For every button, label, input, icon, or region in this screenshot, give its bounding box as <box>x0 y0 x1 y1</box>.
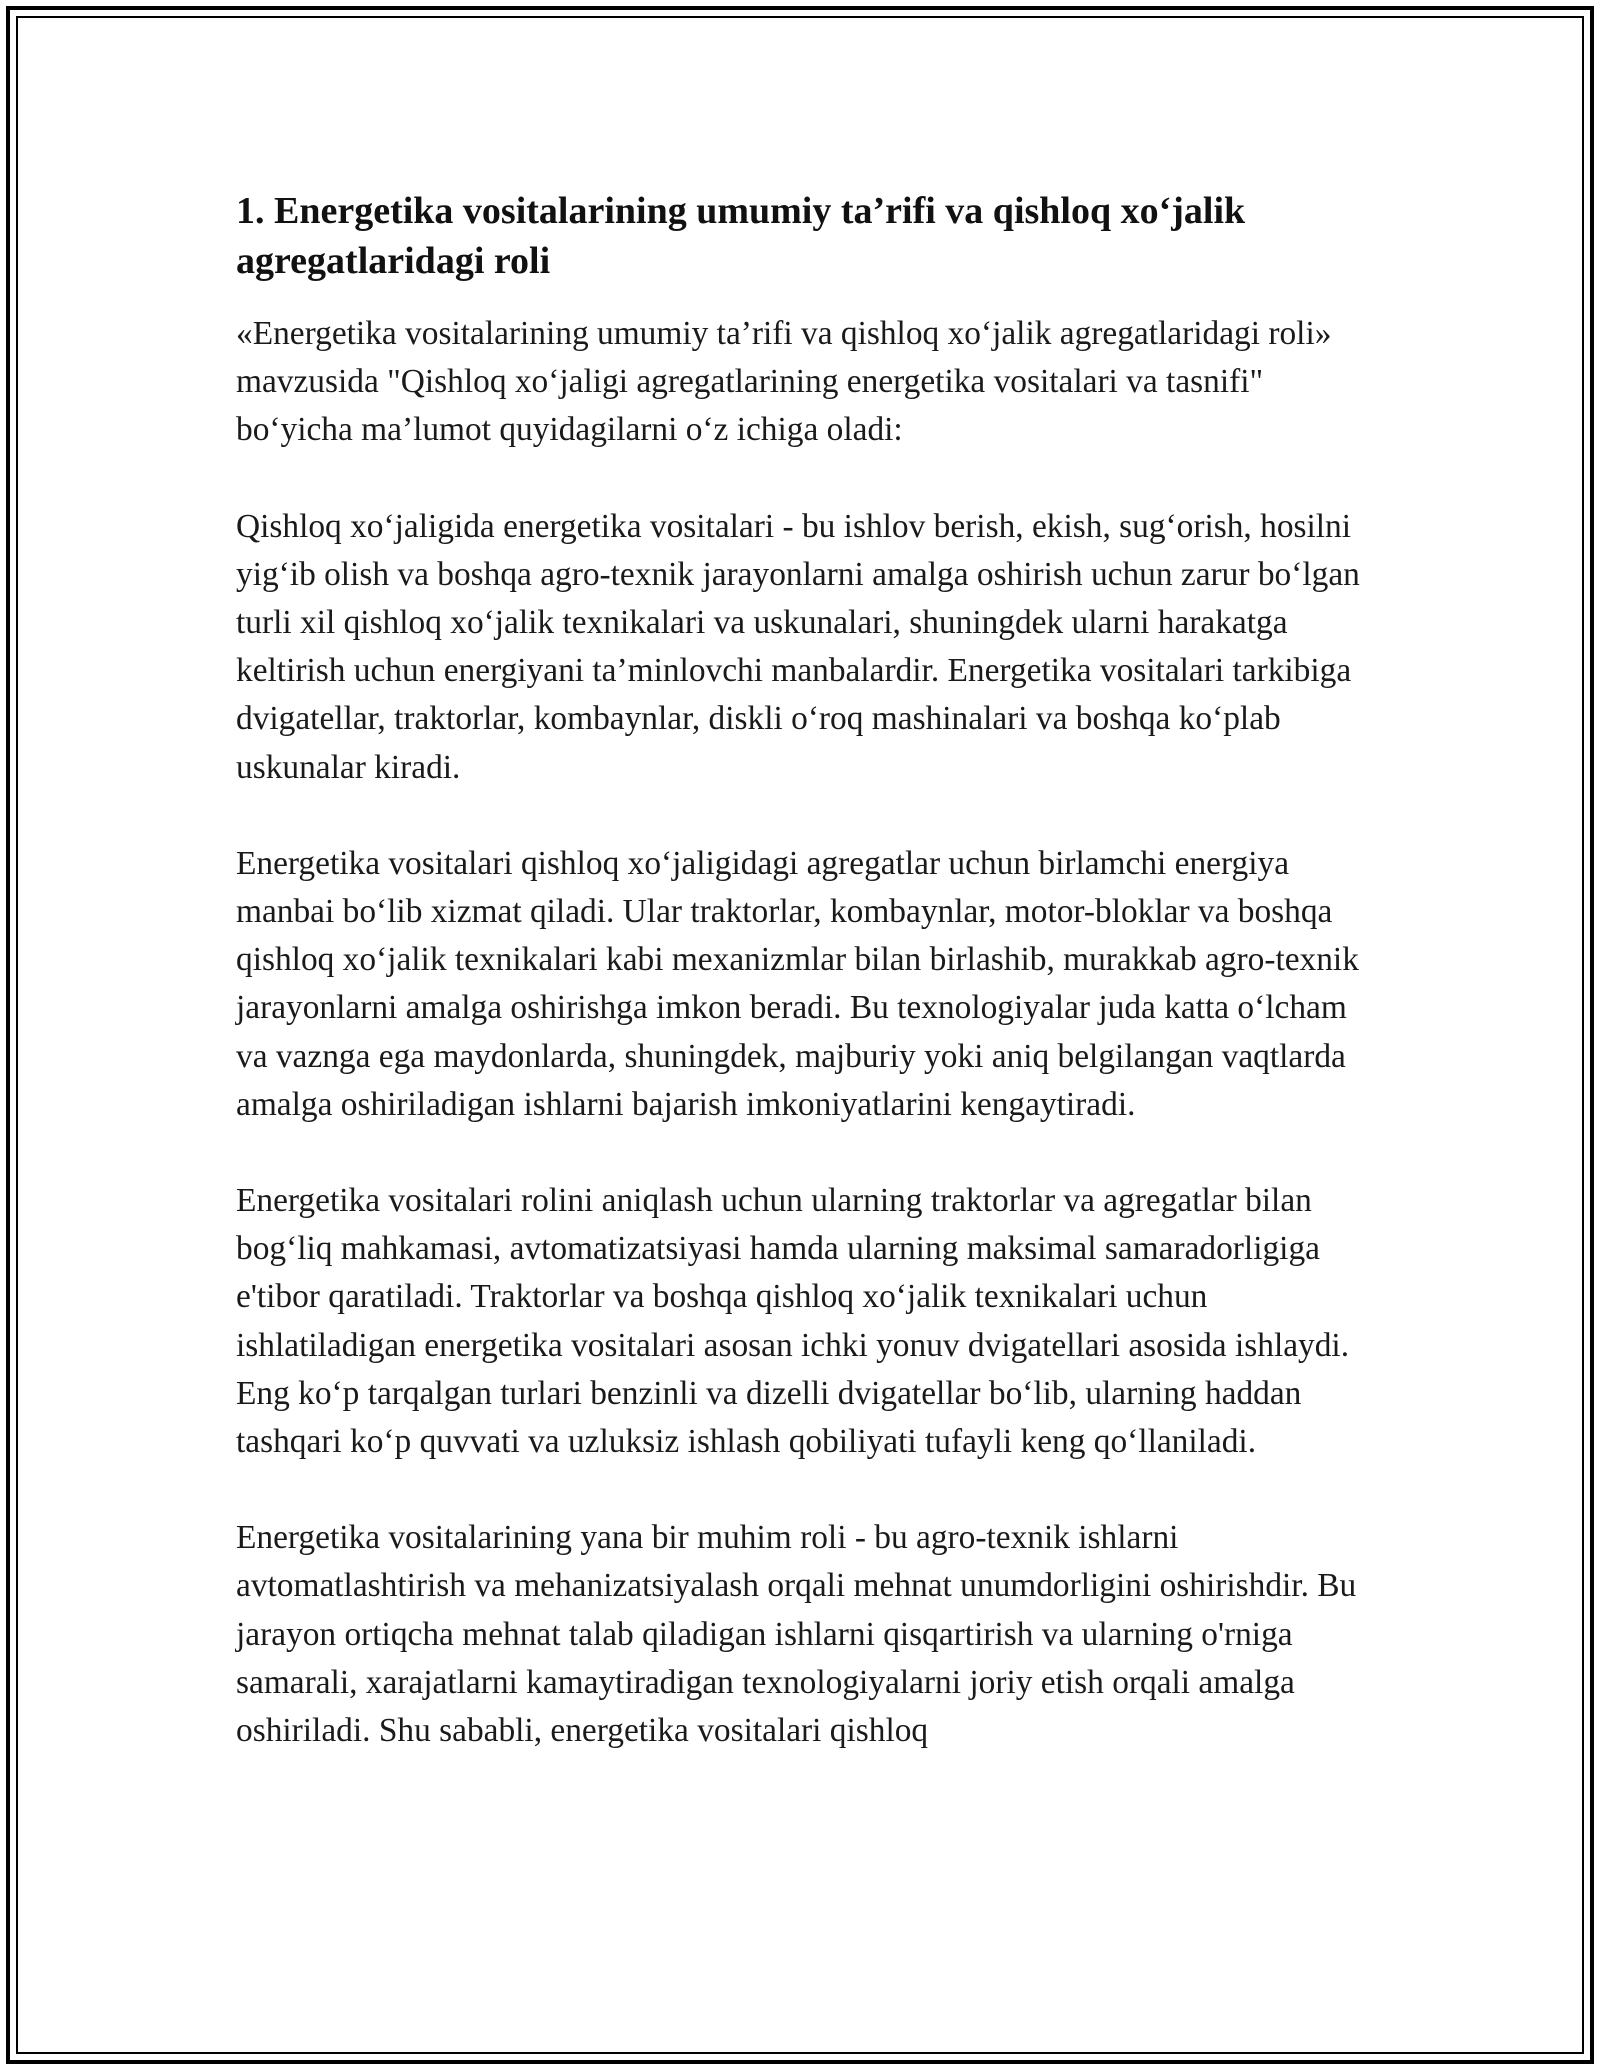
paragraph-intro: «Energetika vositalarining umumiy ta’rifi va qishloq xo‘jalik agregatlaridagi roli» mavzusida "Qishloq xo‘jaligi agregatlarining energetika vositalari va tasnifi" bo‘yicha ma’lumot quyidagilarni o‘z ichiga oladi: <box>236 315 1332 449</box>
paragraph-definition: Qishloq xo‘jaligida energetika vositalari - bu ishlov berish, ekish, sug‘orish, hosilni yig‘ib olish va boshqa agro-texnik jarayonlarni amalga oshirish uchun zarur bo‘lgan turli xil qishloq xo‘jalik texnikalari va uskunalari, shuningdek ularni harakatga keltirish uchun energiyani ta’minlovchi manbalardir. Energetika vositalari tarkibiga dvigatellar, traktorlar, kombaynlar, diskli o‘roq mashinalari va boshqa ko‘plab uskunalar kiradi. <box>236 507 1360 786</box>
paragraph-automation: Energetika vositalarining yana bir muhim roli - bu agro-texnik ishlarni avtomatlashtirish va mehanizatsiyalash orqali mehnat unumdorligini oshirishdir. Bu jarayon ortiqcha mehnat talab qiladigan ishlarni qisqartirish va ularning o'rniga samarali, xarajatlarni kamaytiradigan texnologiyalarni joriy etish orqali amalga oshiriladi. Shu sababli, energetika vositalari qishloq <box>236 1519 1357 1750</box>
section-heading: 1. Energetika vositalarining umumiy ta’rifi va qishloq xo‘jalik agregatlaridagi roli <box>236 190 1246 282</box>
paragraph-engines: Energetika vositalari rolini aniqlash uchun ularning traktorlar va agregatlar bilan bog‘liq mahkamasi, avtomatizatsiyasi hamda ularning maksimal samaradorligiga e'tibor qaratiladi. Traktorlar va boshqa qishloq xo‘jalik texnikalari uchun ishlatiladigan energetika vositalari asosan ichki yonuv dvigatellari asosida ishlaydi. Eng ko‘p tarqalgan turlari benzinli va dizelli dvigatellar bo‘lib, ularning haddan tashqari ko‘p quvvati va uzluksiz ishlash qobiliyati tufayli keng qo‘llaniladi. <box>236 1182 1350 1461</box>
document-body <box>236 186 1366 1755</box>
paragraph-energy-source: Energetika vositalari qishloq xo‘jaligidagi agregatlar uchun birlamchi energiya manbai bo‘lib xizmat qiladi. Ular traktorlar, kombaynlar, motor-bloklar va boshqa qishloq xo‘jalik texnikalari kabi mexanizmlar bilan birlashib, murakkab agro-texnik jarayonlarni amalga oshirishga imkon beradi. Bu texnologiyalar juda katta o‘lcham va vaznga ega maydonlarda, shuningdek, majburiy yoki aniq belgilangan vaqtlarda amalga oshiriladigan ishlarni bajarish imkoniyatlarini kengaytiradi. <box>236 844 1359 1123</box>
